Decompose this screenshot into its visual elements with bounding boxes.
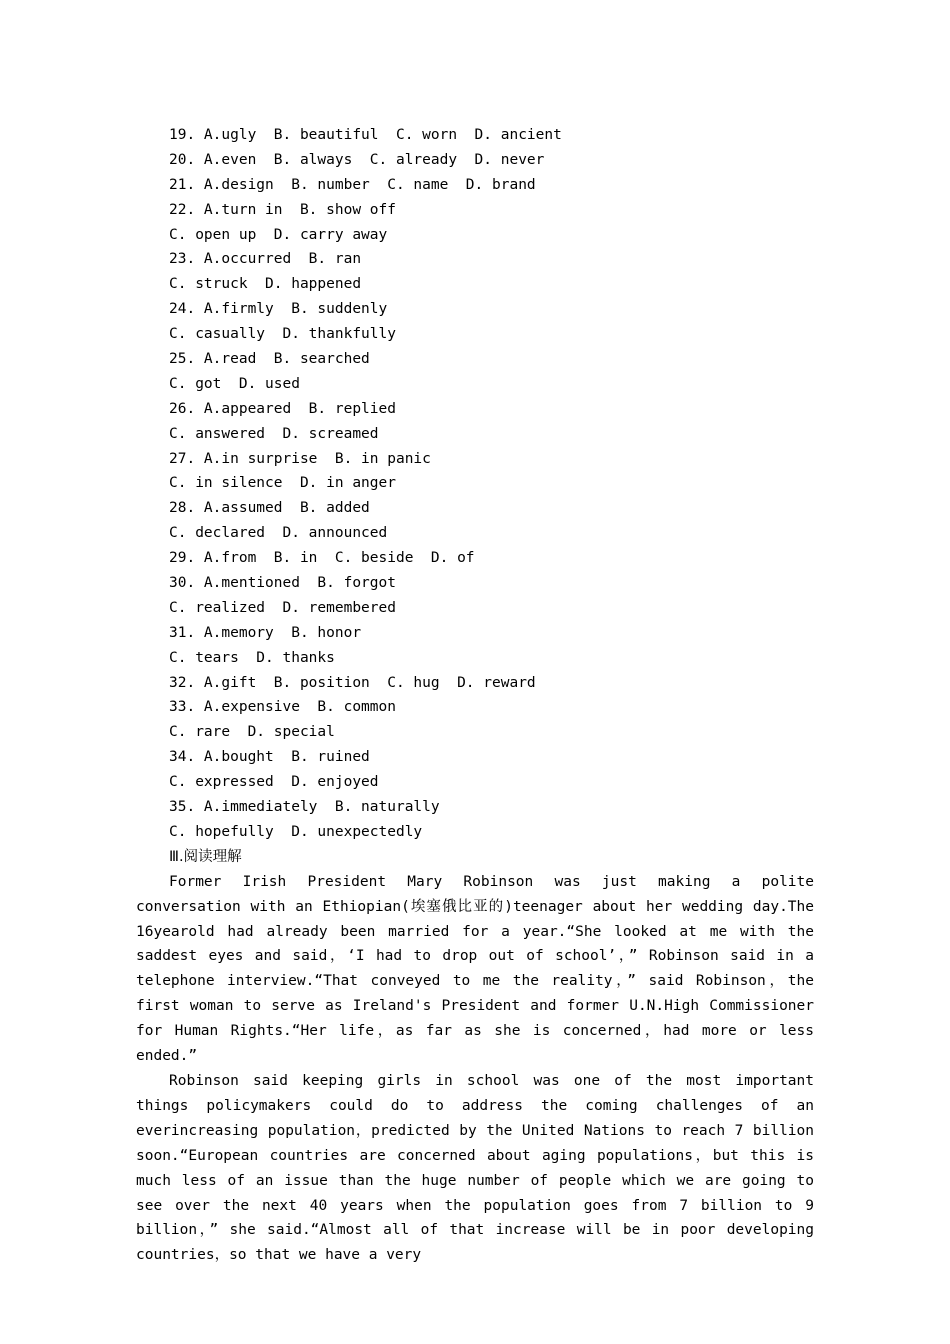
option-line: 20. A.even B. always C. already D. never (169, 151, 545, 168)
option-line: 23. A.occurred B. ran (169, 251, 362, 268)
option-line: C. got D. used (169, 375, 300, 392)
option-line: C. expressed D. enjoyed (169, 774, 379, 791)
option-line: 24. A.firmly B. suddenly (169, 301, 388, 318)
document-page (136, 123, 814, 1268)
option-line: C. rare D. special (169, 724, 335, 741)
option-line: C. declared D. announced (169, 525, 388, 542)
option-line: 21. A.design B. number C. name D. brand (169, 176, 536, 193)
option-line: 29. A.from B. in C. beside D. of (169, 550, 475, 567)
option-line: C. casually D. thankfully (169, 326, 396, 343)
option-line: 33. A.expensive B. common (169, 699, 396, 716)
option-line: 28. A.assumed B. added (169, 500, 370, 517)
option-line: 35. A.immediately B. naturally (169, 799, 440, 816)
option-line: 27. A.in surprise B. in panic (169, 450, 431, 467)
option-line: 22. A.turn in B. show off (169, 201, 396, 218)
option-line: C. struck D. happened (169, 276, 362, 293)
option-line: 19. A.ugly B. beautiful C. worn D. ancient (169, 127, 562, 143)
option-line: 30. A.mentioned B. forgot (169, 575, 396, 592)
section-heading: Ⅲ.阅读理解 (169, 848, 242, 865)
reading-paragraph: Robinson said keeping girls in school was one of the most important things policymakers could do to address the coming challenges of an everincreasing population，predicted by the United Nations to reach 7 billion soon.“European countries are concerned about aging populations，but this is much less of an issue than the huge number of people which we are going to see over the next 40 years when the population goes from 7 billion to 9 billion，” she said.“Almost all of that increase will be in poor developing countries，so that we have a very (136, 1072, 814, 1264)
option-line: 34. A.bought B. ruined (169, 749, 370, 766)
option-line: C. realized D. remembered (169, 599, 396, 616)
option-line: C. hopefully D. unexpectedly (169, 823, 423, 840)
option-line: 26. A.appeared B. replied (169, 400, 396, 417)
option-line: C. answered D. screamed (169, 425, 379, 442)
option-line: C. open up D. carry away (169, 226, 388, 243)
option-line: C. tears D. thanks (169, 649, 335, 666)
option-line: 31. A.memory B. honor (169, 624, 362, 641)
answer-options (136, 123, 814, 845)
option-line: 32. A.gift B. position C. hug D. reward (169, 674, 536, 691)
option-line: C. in silence D. in anger (169, 475, 396, 492)
option-line: 25. A.read B. searched (169, 351, 370, 368)
reading-paragraph: Former Irish President Mary Robinson was just making a polite conversation with an Ethiopian(埃塞俄比亚的)teenager about her wedding day.The 16yearold had already been married for a year.“She looked at me with the saddest eyes and said，‘I had to drop out of school’，” Robinson said in a telephone interview.“That conveyed to me the reality，” said Robinson，the first woman to serve as Ireland's President and former U.N.High Commissioner for Human Rights.“Her life，as far as she is concerned，had more or less ended.” (136, 873, 814, 1065)
